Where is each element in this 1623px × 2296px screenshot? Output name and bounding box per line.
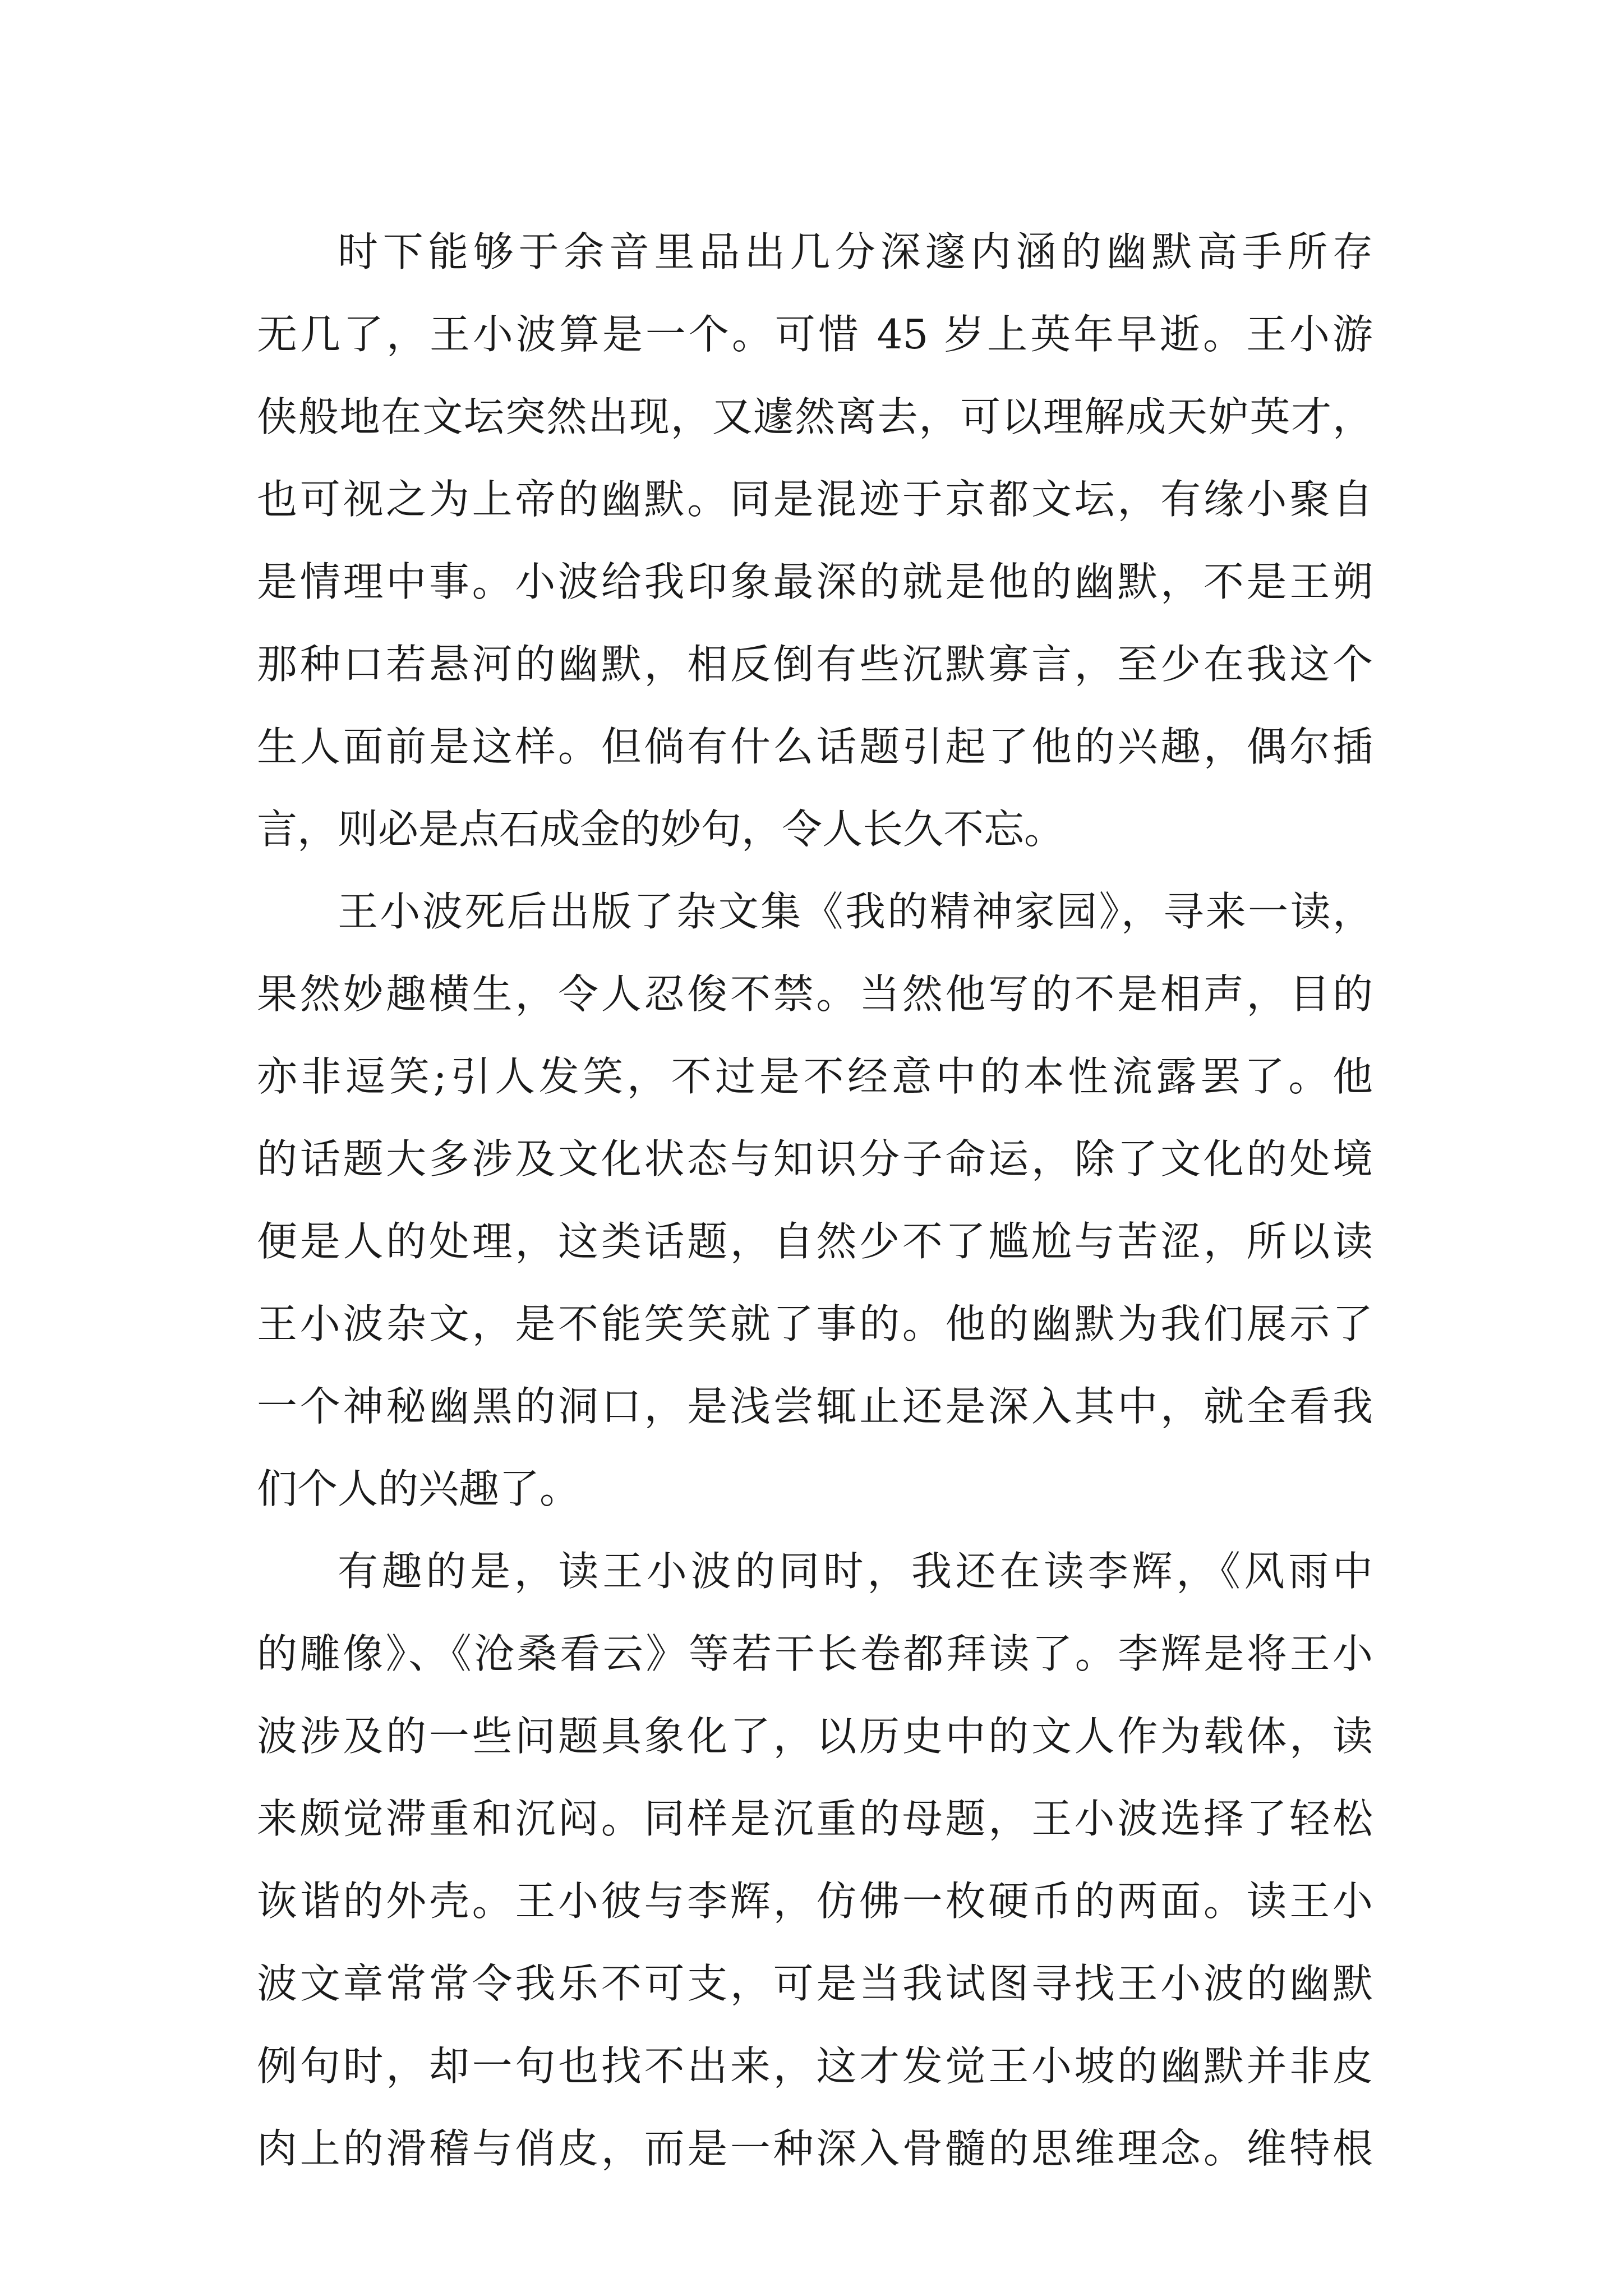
paragraph-line: 果然妙趣横生，令人忍俊不禁。当然他写的不是相声，目的	[257, 970, 1373, 1018]
paragraph-line: 那种口若悬河的幽默，相反倒有些沉默寡言，至少在我这个	[257, 641, 1373, 688]
article-body	[257, 211, 1373, 2190]
paragraph-2	[257, 871, 1373, 1530]
paragraph-line: 也可视之为上帝的幽默。同是混迹于京都文坛，有缘小聚自	[257, 476, 1373, 523]
paragraph-line: 是情理中事。小波给我印象最深的就是他的幽默，不是王朔	[257, 558, 1373, 605]
paragraph-line: 诙谐的外壳。王小彼与李辉，仿佛一枚硬币的两面。读王小	[257, 1878, 1373, 1925]
paragraph-line: 例句时，却一句也找不出来，这才发觉王小坡的幽默并非皮	[257, 2042, 1373, 2090]
paragraph-line: 无几了，王小波算是一个。可惜 45 岁上英年早逝。王小游	[257, 311, 1373, 358]
paragraph-line: 亦非逗笑;引人发笑，不过是不经意中的本性流露罢了。他	[257, 1053, 1373, 1100]
paragraph-line: 侠般地在文坛突然出现，又遽然离去，可以理解成天妒英才，	[257, 393, 1373, 440]
paragraph-line: 王小波杂文，是不能笑笑就了事的。他的幽默为我们展示了	[257, 1300, 1373, 1347]
paragraph-line: 生人面前是这样。但倘有什么话题引起了他的兴趣，偶尔插	[257, 723, 1373, 770]
paragraph-line: 言，则必是点石成金的妙句，令人长久不忘。	[257, 806, 1065, 853]
paragraph-line: 便是人的处理，这类话题，自然少不了尴尬与苦涩，所以读	[257, 1218, 1373, 1265]
paragraph-line: 来颇觉滞重和沉闷。同样是沉重的母题，王小波选择了轻松	[257, 1795, 1373, 1842]
paragraph-line: 肉上的滑稽与俏皮，而是一种深入骨髓的思维理念。维特根	[257, 2125, 1373, 2172]
paragraph-line: 的话题大多涉及文化状态与知识分子命运，除了文化的处境	[257, 1135, 1373, 1182]
paragraph-line: 波涉及的一些问题具象化了，以历史中的文人作为载体，读	[257, 1713, 1373, 1760]
paragraph-line: 的雕像》、《沧桑看云》等若干长卷都拜读了。李辉是将王小	[257, 1630, 1373, 1677]
paragraph-1	[257, 211, 1373, 871]
paragraph-line: 们个人的兴趣了。	[257, 1465, 580, 1512]
paragraph-line: 一个神秘幽黑的洞口，是浅尝辄止还是深入其中，就全看我	[257, 1383, 1373, 1430]
paragraph-3	[257, 1530, 1373, 2190]
paragraph-line: 波文章常常令我乐不可支，可是当我试图寻找王小波的幽默	[257, 1960, 1373, 2007]
paragraph-line: 时下能够于余音里品出几分深邃内涵的幽默高手所存	[338, 228, 1373, 275]
paragraph-line: 有趣的是，读王小波的同时，我还在读李辉，《风雨中	[338, 1548, 1373, 1595]
paragraph-line: 王小波死后出版了杂文集《我的精神家园》，寻来一读，	[338, 888, 1373, 935]
